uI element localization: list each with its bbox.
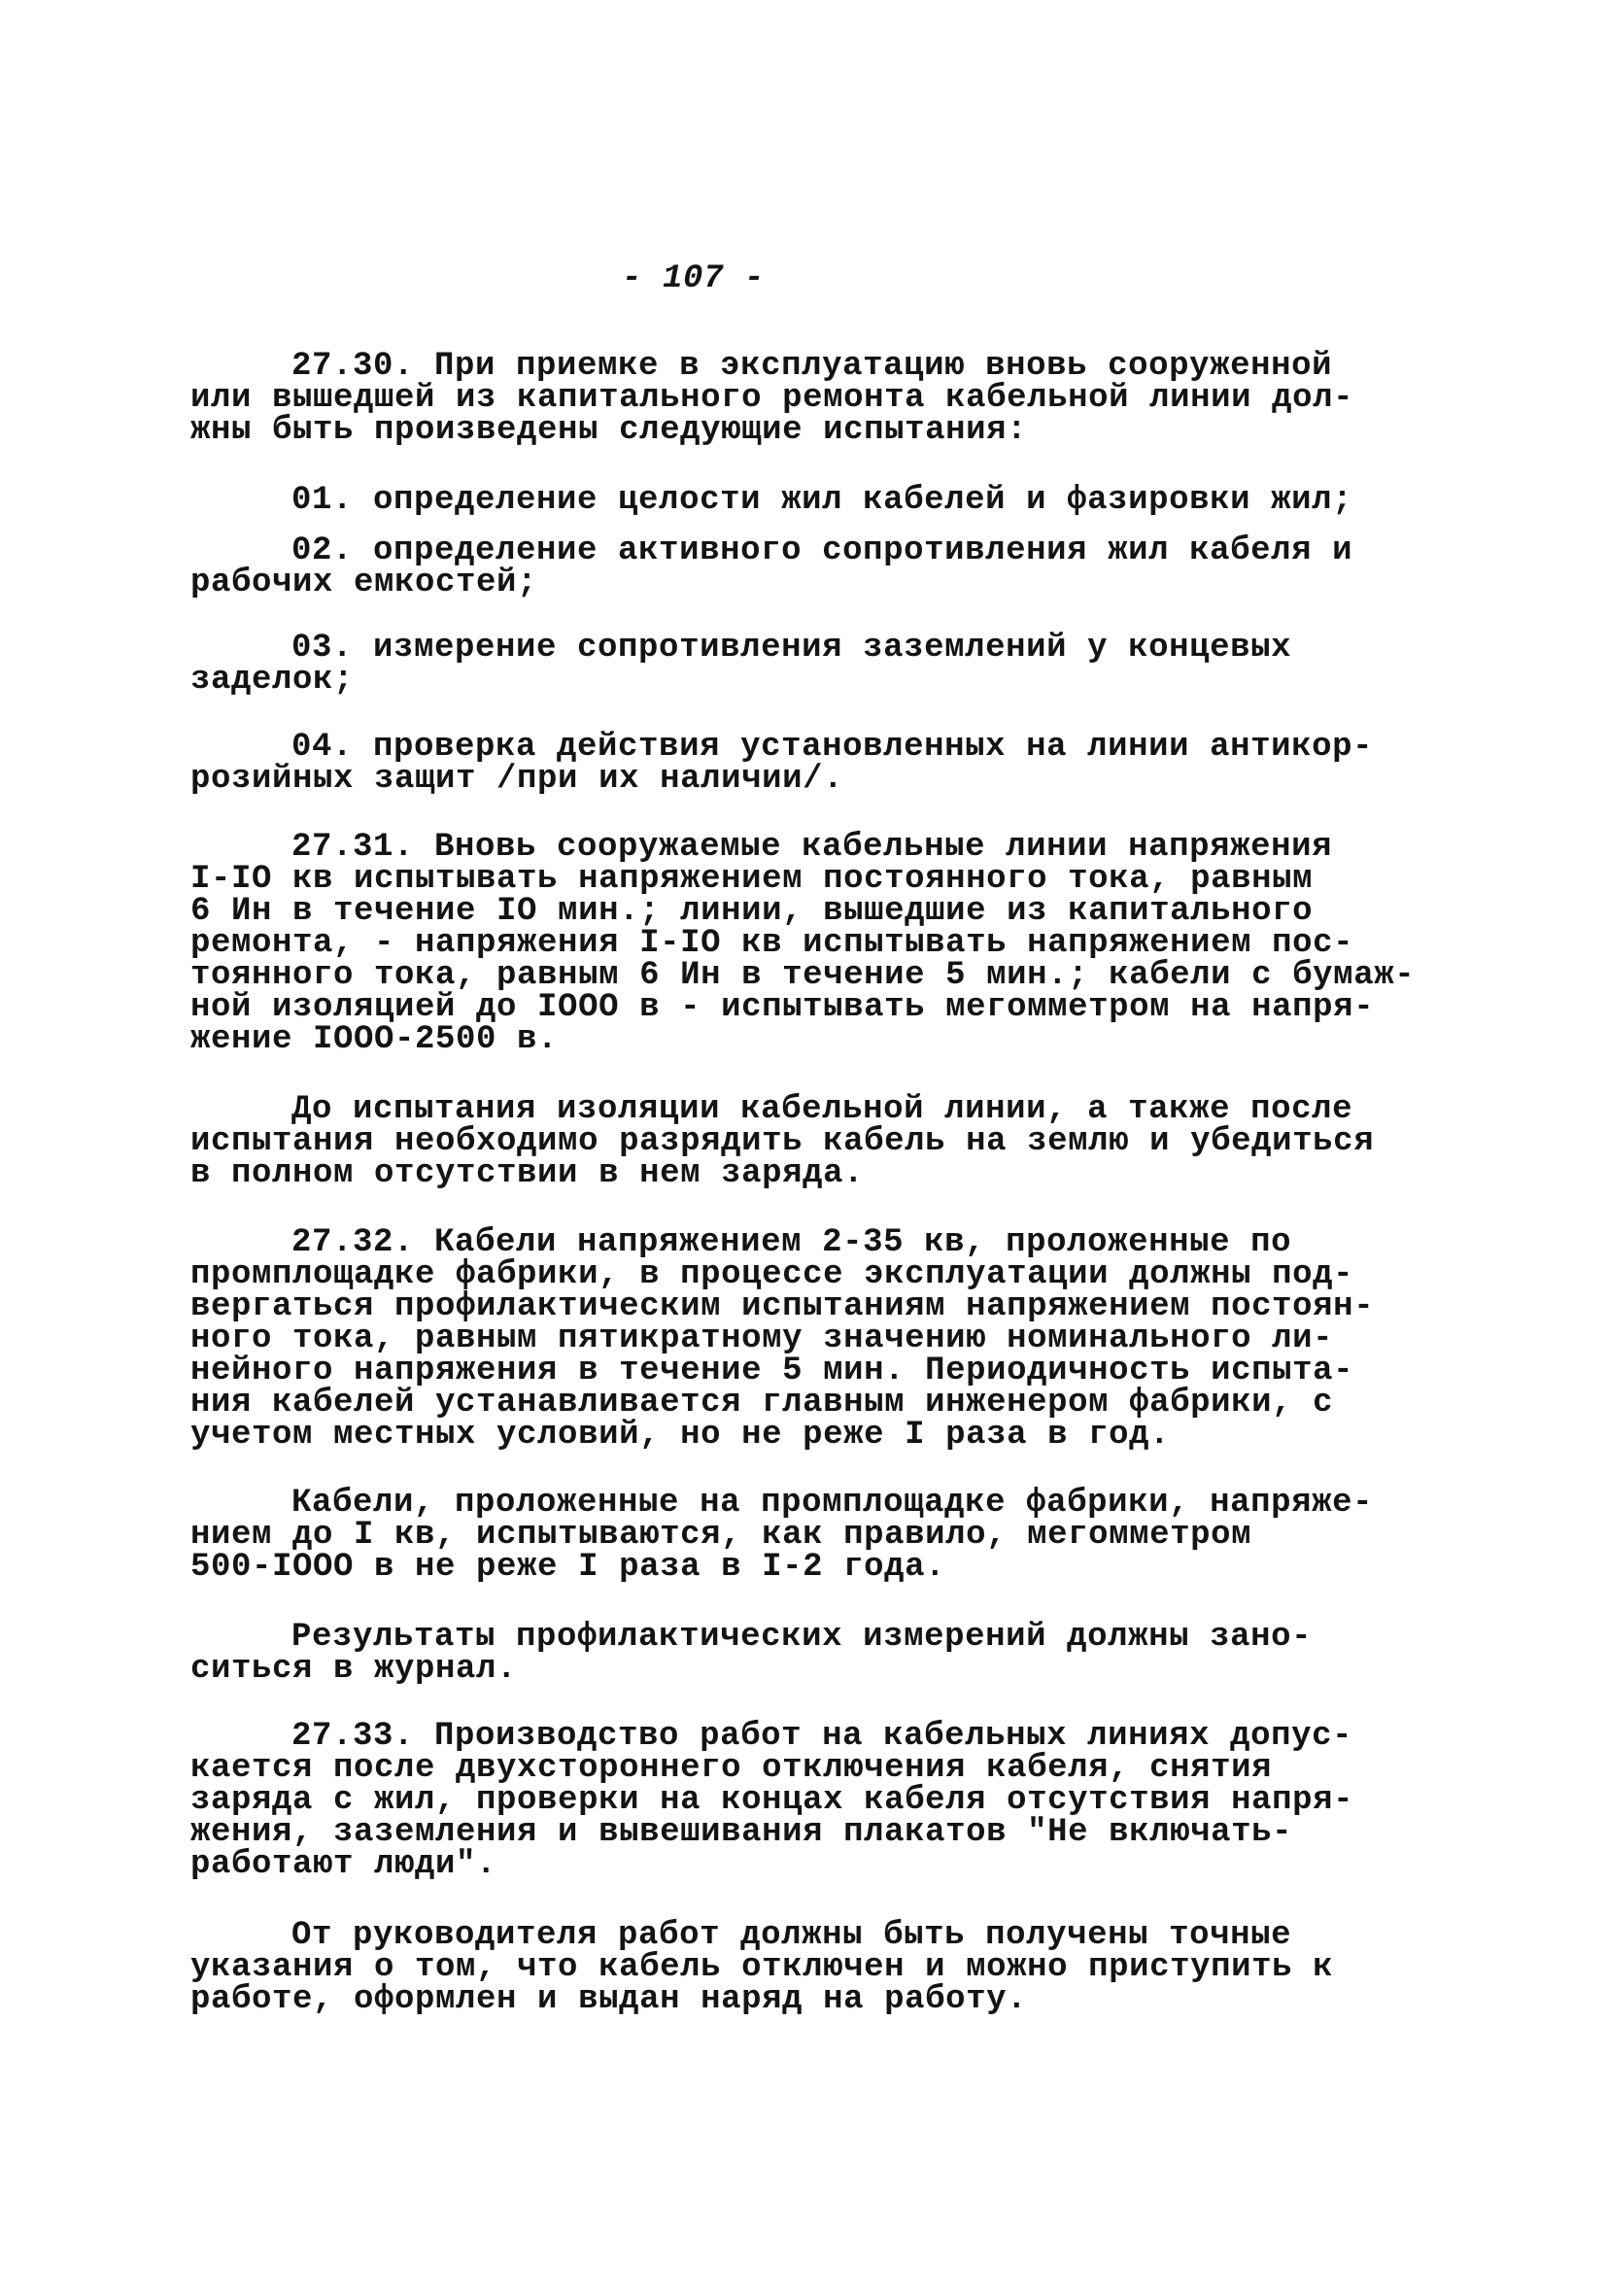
text-line: жение IOOO-2500 в. <box>190 1021 559 1058</box>
text-line: жения, заземления и вывешивания плакатов "Не включать- <box>190 1814 1293 1851</box>
text-line: 01. определение целости жил кабелей и фазировки жил; <box>291 482 1353 519</box>
text-line: рабочих емкостей; <box>190 565 538 601</box>
text-line: вергаться профилактическим испытаниям напряжением постоян- <box>190 1288 1375 1325</box>
text-line: 02. определение активного сопротивления жил кабеля и <box>291 532 1353 569</box>
text-line: испытания необходимо разрядить кабель на землю и убедиться <box>190 1123 1375 1160</box>
text-line: указания о том, что кабель отключен и можно приступить к <box>190 1949 1334 1986</box>
text-line: Результаты профилактических измерений должны зано- <box>291 1619 1313 1656</box>
text-line: промплощадке фабрики, в процессе эксплуатации должны под- <box>190 1256 1354 1293</box>
text-line: 04. проверка действия установленных на линии антикор- <box>291 729 1374 766</box>
text-line: ситься в журнал. <box>190 1651 518 1688</box>
text-line: 27.30. При приемке в эксплуатацию вновь сооруженной <box>291 348 1333 385</box>
text-line: ной изоляцией до IOOO в - испытывать мегомметром на напря- <box>190 989 1375 1026</box>
text-line: ремонта, - напряжения I-IO кв испытывать напряжением пос- <box>190 925 1354 962</box>
text-line: Кабели, проложенные на промплощадке фабрики, напряже- <box>291 1485 1374 1522</box>
text-line: 500-IOOO в не реже I раза в I-2 года. <box>190 1549 946 1586</box>
page-number: - 107 - <box>622 260 766 297</box>
text-line: 27.33. Производство работ на кабельных линиях допус- <box>291 1718 1353 1755</box>
text-line: До испытания изоляции кабельной линии, а также после <box>291 1091 1353 1128</box>
text-line: работе, оформлен и выдан наряд на работу. <box>190 1981 1028 2018</box>
text-line: 27.32. Кабели напряжением 2-35 кв, проложенные по <box>291 1224 1292 1261</box>
text-line: в полном отсутствии в нем заряда. <box>190 1155 865 1192</box>
text-line: работают люди". <box>190 1846 497 1883</box>
text-line: розийных защит /при их наличии/. <box>190 761 844 798</box>
text-line: 27.31. Вновь сооружаемые кабельные линии напряжения <box>291 829 1333 866</box>
text-line: I-IO кв испытывать напряжением постоянного тока, равным <box>190 861 1314 898</box>
text-line: учетом местных условий, но не реже I раза в год. <box>190 1417 1171 1454</box>
text-line: заделок; <box>190 662 355 699</box>
text-line: жны быть произведены следующие испытания: <box>190 412 1028 449</box>
text-line: 6 Ин в течение IO мин.; линии, вышедшие из капитального <box>190 893 1314 930</box>
text-line: кается после двухстороннего отключения кабеля, снятия <box>190 1750 1273 1787</box>
text-line: От руководителя работ должны быть получены точные <box>291 1917 1292 1954</box>
text-line: нейного напряжения в течение 5 мин. Периодичность испыта- <box>190 1353 1354 1389</box>
text-line: ния кабелей устанавливается главным инженером фабрики, с <box>190 1385 1334 1422</box>
text-line: заряда с жил, проверки на концах кабеля отсутствия напря- <box>190 1782 1354 1819</box>
text-line: тоянного тока, равным 6 Ин в течение 5 мин.; кабели с бумаж- <box>190 957 1416 994</box>
text-line: ного тока, равным пятикратному значению номинального ли- <box>190 1320 1334 1357</box>
text-line: или вышедшей из капитального ремонта кабельной линии дол- <box>190 380 1354 417</box>
text-line: 03. измерение сопротивления заземлений у концевых <box>291 630 1292 667</box>
text-line: нием до I кв, испытываются, как правило, мегомметром <box>190 1517 1252 1554</box>
